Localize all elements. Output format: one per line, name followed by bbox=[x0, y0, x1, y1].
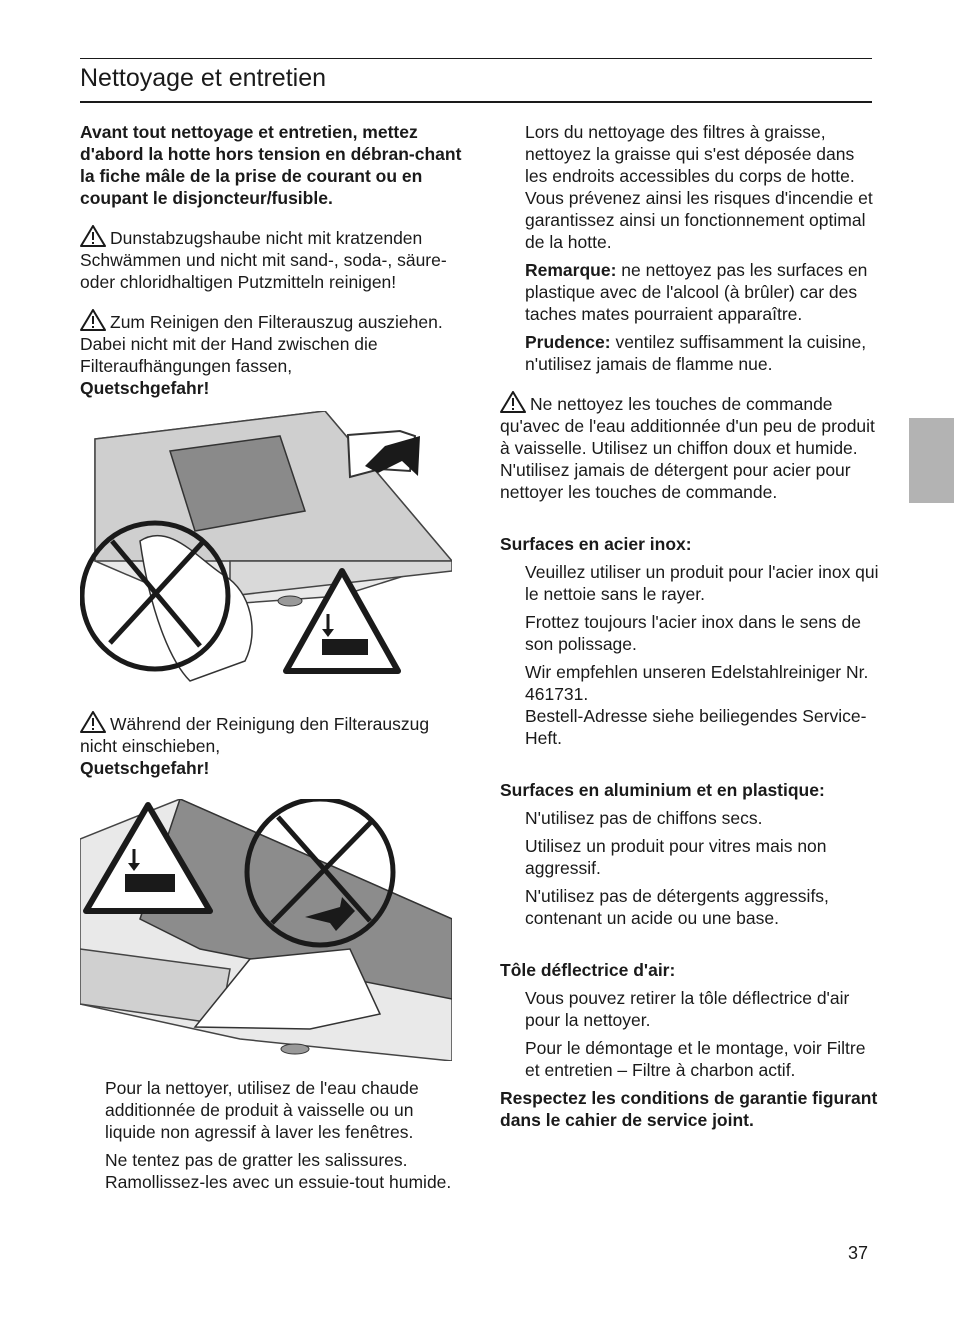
grease-filter-cleaning: Lors du nettoyage des filtres à graisse, nettoyez la graisse qui s'est déposée dans les endroits accessibles du corps de hotte. Vous prévenez ainsi les risques d'incendie et garantissez ainsi un fonctionnement optimal de la hotte. bbox=[525, 122, 873, 252]
do-not-scratch: Ne tentez pas de gratter les salissures. Ramollissez-les avec un essuie-tout humide. bbox=[105, 1150, 452, 1192]
header-rule-top bbox=[80, 58, 872, 59]
warning-no-push-in-bold: Quetschgefahr! bbox=[80, 758, 210, 778]
warning-triangle-icon bbox=[80, 711, 106, 733]
tole-heading: Tôle déflectrice d'air: bbox=[500, 960, 676, 980]
warning-triangle-icon bbox=[80, 225, 106, 247]
section-thumb-tab bbox=[909, 418, 954, 503]
warning-no-steel-cleaner: N'utilisez jamais de détergent pour acier pour nettoyer les touches de commande. bbox=[500, 460, 851, 502]
page-title: Nettoyage et entretien bbox=[80, 64, 326, 92]
warning-no-push-in bbox=[80, 711, 465, 779]
tole-remove: Vous pouvez retirer la tôle déflectrice d'air pour la nettoyer. bbox=[525, 988, 850, 1030]
prudence-label: Prudence: bbox=[525, 332, 611, 352]
warning-sponges bbox=[80, 225, 465, 293]
warning-pull-out-bold: Quetschgefahr! bbox=[80, 378, 210, 398]
prudence bbox=[500, 331, 880, 375]
remarque-text: ne nettoyez pas les surfaces en plastique avec de l'alcool (à brûler) car des taches mates pourraient apparaître. bbox=[525, 260, 868, 324]
left-column bbox=[80, 121, 465, 1193]
warning-no-push-in-text: Während der Reinigung den Filterauszug nicht einschieben, bbox=[80, 714, 430, 756]
right-column bbox=[500, 121, 880, 1131]
remarque bbox=[500, 259, 880, 325]
page-number: 37 bbox=[848, 1243, 869, 1263]
warning-sponges-text: Dunstabzugshaube nicht mit kratzenden Schwämmen und nicht mit sand-, soda-, säure- oder chloridhaltigen Putzmitteln reinigen! bbox=[80, 228, 447, 292]
intro-warning: Avant tout nettoyage et entretien, mettez d'abord la hotte hors tension en débran-chant la fiche mâle de la prise de courant ou en coupant le disjoncteur/fusible. bbox=[80, 122, 462, 208]
warning-control-buttons-text: Ne nettoyez les touches de commande qu'avec de l'eau additionnée d'un peu de produit à vaisselle. Utilisez un chiffon doux et humide. bbox=[500, 394, 875, 458]
inox-direction: Frottez toujours l'acier inox dans le sens de son polissage. bbox=[525, 612, 862, 654]
inox-recommend: Wir empfehlen unseren Edelstahlreiniger Nr. 461731. bbox=[525, 662, 869, 704]
inox-heading: Surfaces en acier inox: bbox=[500, 534, 692, 554]
warning-pull-out-text: Zum Reinigen den Filterauszug ausziehen. Dabei nicht mit der Hand zwischen die Filteraufhängungen fassen, bbox=[80, 312, 443, 376]
warning-pull-out bbox=[80, 309, 465, 399]
prudence-text: ventilez suffisamment la cuisine, n'utilisez jamais de flamme nue. bbox=[525, 332, 867, 374]
illustration-pull-out-filter bbox=[80, 411, 452, 689]
tole-assembly: Pour le démontage et le montage, voir Filtre et entretien – Filtre à charbon actif. bbox=[525, 1038, 866, 1080]
warning-control-buttons bbox=[500, 391, 880, 503]
remarque-label: Remarque: bbox=[525, 260, 617, 280]
inox-product: Veuillez utiliser un produit pour l'acier inox qui le nettoie sans le rayer. bbox=[525, 562, 879, 604]
inox-order-address: Bestell-Adresse siehe beiliegendes Service-Heft. bbox=[525, 706, 867, 748]
header-rule-bottom bbox=[80, 101, 872, 103]
warning-triangle-icon bbox=[80, 309, 106, 331]
alu-glass-cleaner: Utilisez un produit pour vitres mais non aggressif. bbox=[525, 836, 827, 878]
alu-no-aggressive: N'utilisez pas de détergents aggressifs, contenant un acide ou une base. bbox=[525, 886, 829, 928]
alu-heading: Surfaces en aluminium et en plastique: bbox=[500, 780, 825, 800]
clean-warm-water: Pour la nettoyer, utilisez de l'eau chaude additionnée de produit à vaisselle ou un liquide non agressif à laver les fenêtres. bbox=[105, 1078, 419, 1142]
warning-triangle-icon bbox=[500, 391, 526, 413]
warranty-notice: Respectez les conditions de garantie figurant dans le cahier de service joint. bbox=[500, 1088, 878, 1130]
alu-no-dry-cloth: N'utilisez pas de chiffons secs. bbox=[525, 808, 763, 828]
illustration-no-push-in bbox=[80, 799, 452, 1061]
